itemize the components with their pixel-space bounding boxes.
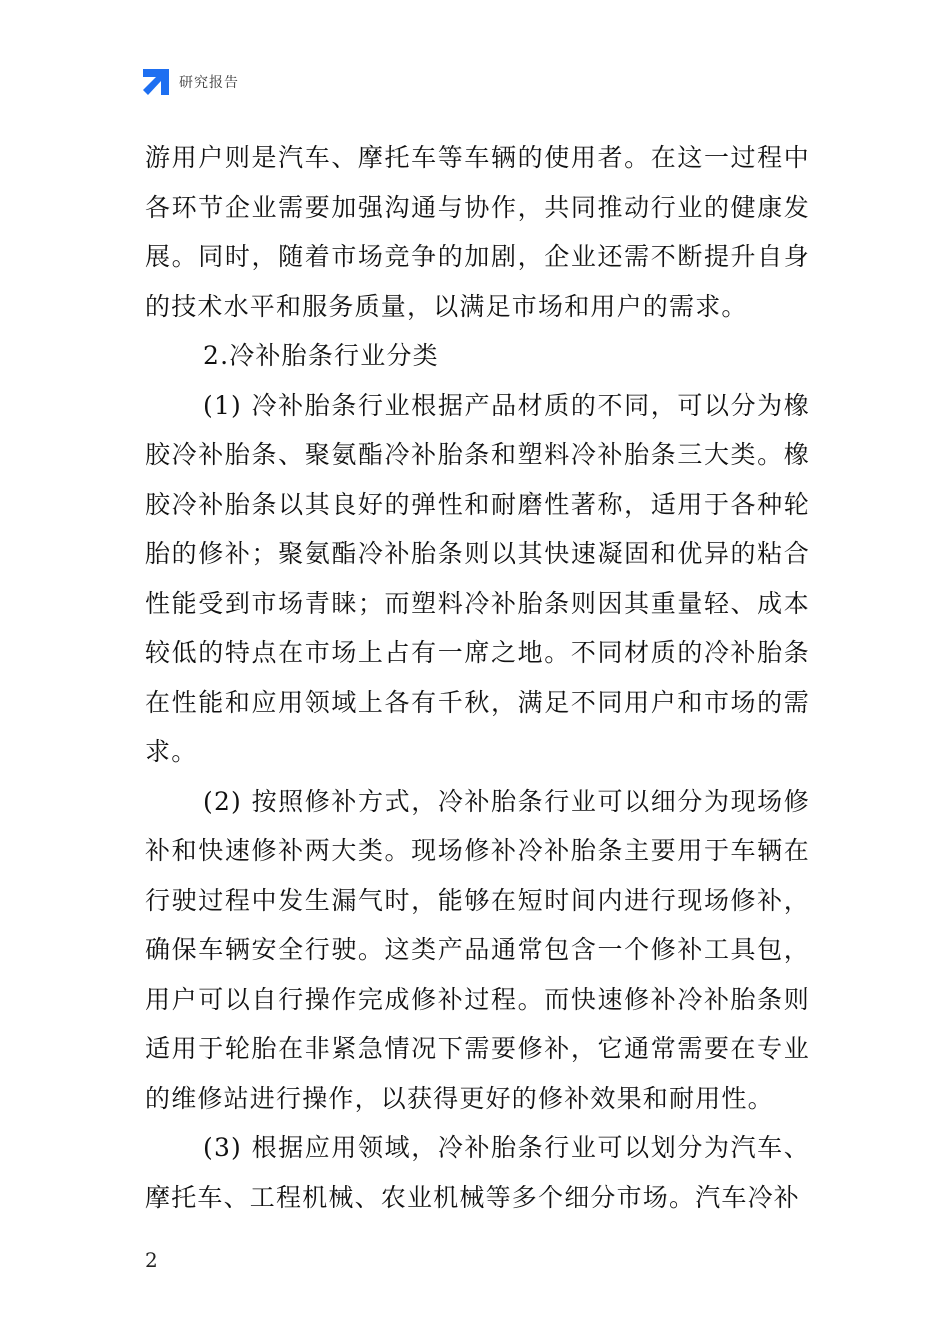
document-body: [145, 133, 810, 1222]
arrow-logo-icon: [143, 69, 169, 95]
section-heading: 2.冷补胎条行业分类: [203, 341, 439, 370]
paragraph-repair-method-classification: (2) 按照修补方式，冷补胎条行业可以细分为现场修补和快速修补两大类。现场修补冷补胎条主要用于车辆在行驶过程中发生漏气时，能够在短时间内进行现场修补，确保车辆安全行驶。这类产品通常包含一个修补工具包，用户可以自行操作完成修补过程。而快速修补冷补胎条则适用于轮胎在非紧急情况下需要修补，它通常需要在专业的维修站进行操作，以获得更好的修补效果和耐用性。: [145, 786, 810, 1113]
paragraph-continued: 游用户则是汽车、摩托车等车辆的使用者。在这一过程中各环节企业需要加强沟通与协作，共同推动行业的健康发展。同时，随着市场竞争的加剧，企业还需不断提升自身的技术水平和服务质量，以满足市场和用户的需求。: [145, 143, 810, 321]
page-header: [143, 68, 239, 96]
header-title: 研究报告: [179, 75, 239, 91]
page-number: 2: [145, 1248, 158, 1272]
paragraph-material-classification: (1) 冷补胎条行业根据产品材质的不同，可以分为橡胶冷补胎条、聚氨酯冷补胎条和塑料冷补胎条三大类。橡胶冷补胎条以其良好的弹性和耐磨性著称，适用于各种轮胎的修补；聚氨酯冷补胎条则以其快速凝固和优异的粘合性能受到市场青睐；而塑料冷补胎条则因其重量轻、成本较低的特点在市场上占有一席之地。不同材质的冷补胎条在性能和应用领域上各有千秋，满足不同用户和市场的需求。: [145, 390, 810, 766]
paragraph-application-classification: (3) 根据应用领域，冷补胎条行业可以划分为汽车、摩托车、工程机械、农业机械等多个细分市场。汽车冷补: [145, 1133, 810, 1212]
